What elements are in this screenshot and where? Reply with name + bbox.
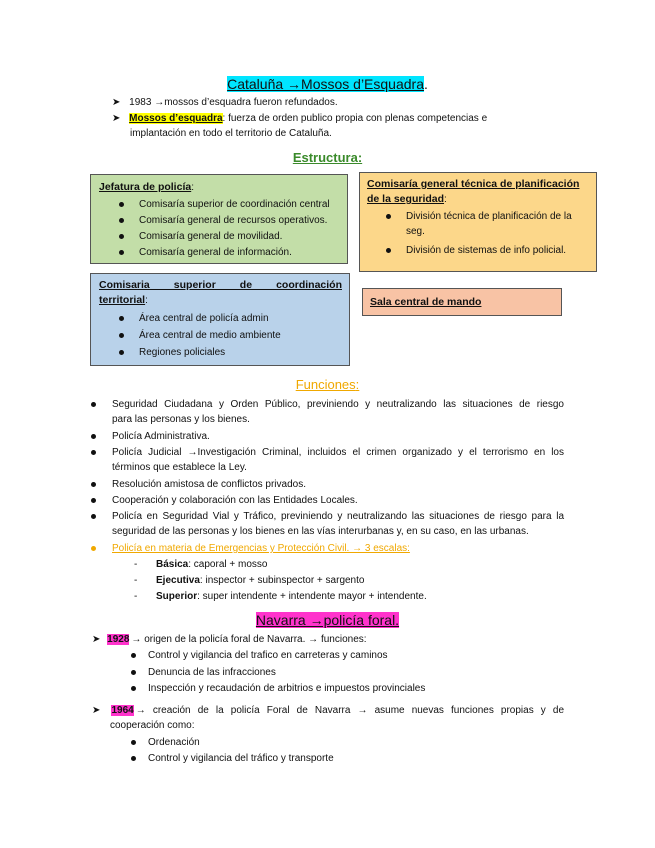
bullet-icon [91, 450, 96, 455]
list-item-text: Área central de medio ambiente [139, 330, 281, 341]
escala-label: Superior [156, 591, 198, 602]
bullet-icon [131, 740, 136, 745]
bullet-icon [119, 350, 124, 355]
list-item [406, 243, 566, 258]
list-item [148, 665, 276, 680]
escala-item [134, 589, 427, 604]
bullet-icon [119, 218, 124, 223]
list-item-text: Comisaría general de movilidad. [139, 231, 283, 242]
bullet-icon [119, 202, 124, 207]
entry-text-cont-text: cooperación como: [110, 720, 195, 731]
entry-text: → origen de la policía foral de Navarra. → funciones: [131, 634, 367, 645]
list-item-cont [112, 460, 247, 475]
navarra-title [0, 612, 655, 628]
bullet-icon [91, 482, 96, 487]
bullet-icon [386, 248, 391, 253]
emergencias-text: Policía en materia de Emergencias y Protección Civil. → 3 escalas: [112, 543, 410, 554]
sala-central-title [370, 295, 481, 310]
list-item [148, 648, 388, 663]
list-item-text: Seguridad Ciudadana y Orden Público, previniendo y neutralizando las situaciones de riesgo [112, 399, 564, 410]
comisaria-territorial-title-2 [99, 293, 148, 308]
bullet-icon [119, 250, 124, 255]
list-item [112, 397, 564, 412]
comisaria-territorial-title-suffix: : [145, 295, 148, 306]
bullet-icon [131, 686, 136, 691]
escala-label: Básica [156, 559, 189, 570]
list-item [112, 477, 306, 492]
comisaria-tecnica-title-text: Comisaría general técnica de planificación [367, 178, 580, 190]
list-item [139, 229, 282, 244]
year-label: 1928 [107, 634, 130, 645]
list-item-text: Cooperación y colaboración con las Entidades Locales. [112, 495, 358, 506]
bullet-icon [119, 316, 124, 321]
cataluna-item-1 [112, 95, 338, 110]
jefatura-title [99, 180, 194, 195]
list-item [112, 493, 358, 508]
list-item [139, 311, 269, 326]
list-item-text: Policía Judicial →Investigación Criminal, incluidos el crimen organizado y el terrorismo en los [112, 447, 564, 458]
arrow-bullet-icon: ➤ [92, 634, 101, 645]
comisaria-territorial-title-text-2: territorial [99, 294, 146, 306]
year-label: 1964 [111, 705, 134, 716]
bullet-icon [91, 402, 96, 407]
list-item [139, 213, 327, 228]
list-item-text: Policía Administrativa. [112, 431, 210, 442]
jefatura-title-suffix: : [191, 182, 194, 193]
list-item-text: Denuncia de las infracciones [148, 667, 276, 678]
bullet-icon [131, 653, 136, 658]
navarra-title-text: Navarra →policía foral. [255, 612, 400, 628]
estructura-heading: Estructura: [292, 150, 363, 165]
list-item-text: División técnica de planificación de la [406, 211, 572, 222]
list-item-text: Control y vigilancia del tráfico y transporte [148, 753, 334, 764]
comisaria-territorial-title-1 [99, 278, 342, 293]
bullet-icon [131, 670, 136, 675]
list-item [139, 245, 292, 260]
list-item-emergencias [112, 541, 410, 556]
funciones-heading-suffix: : [355, 377, 360, 392]
sala-central-title-text: Sala central de mando [370, 296, 482, 308]
comisaria-territorial-title-text: Comisaria superior de coordinación [99, 279, 342, 291]
bullet-icon [91, 546, 96, 551]
jefatura-box [90, 174, 348, 264]
list-item-text: Ordenación [148, 737, 200, 748]
cataluna-title-suffix: . [424, 76, 428, 92]
list-item-text: Comisaría general de recursos operativos. [139, 215, 328, 226]
escala-text: : inspector + subinspector + sargento [199, 575, 365, 586]
list-item-text: Resolución amistosa de conflictos privados. [112, 479, 306, 490]
list-item-cont [406, 224, 425, 239]
comisaria-tecnica-title-2 [367, 192, 447, 207]
jefatura-title-text: Jefatura de policía [99, 181, 192, 193]
list-item [139, 197, 330, 212]
dash-icon: - [134, 575, 138, 586]
list-item [112, 445, 564, 460]
list-item-text: Policía en Seguridad Vial y Tráfico, previniendo y neutralizando las situaciones de riesgo para la [112, 511, 564, 522]
cataluna-item-2-cont [130, 126, 332, 141]
list-item [148, 681, 425, 696]
list-item-text-cont: seg. [406, 226, 425, 237]
list-item-text-cont: seguridad de las personas y los bienes en las vías interurbanas y, en su caso, en las urbanas. [112, 526, 529, 537]
comisaria-tecnica-box [359, 172, 597, 272]
comisaria-tecnica-title-suffix: : [444, 194, 447, 205]
comisaria-tecnica-title-1 [367, 177, 579, 192]
arrow-bullet-icon: ➤ [92, 705, 101, 716]
list-item-cont [112, 524, 529, 539]
funciones-heading [0, 377, 655, 392]
navarra-entry-1964 [92, 703, 564, 718]
funciones-heading-text: Funciones [295, 377, 356, 392]
list-item-cont [112, 412, 250, 427]
cataluna-title-text: Cataluña →Mossos d’Esquadra [227, 76, 424, 92]
list-item [139, 328, 281, 343]
bullet-icon [131, 756, 136, 761]
dash-icon: - [134, 591, 138, 602]
cataluna-item-text: : fuerza de orden publico propia con plenas competencias e [222, 113, 488, 124]
bullet-icon [91, 434, 96, 439]
list-item [139, 345, 225, 360]
list-item-text: Inspección y recaudación de arbitrios e impuestos provinciales [148, 683, 426, 694]
list-item-text: Comisaría superior de coordinación central [139, 199, 330, 210]
cataluna-title [0, 76, 655, 92]
list-item-text: Regiones policiales [139, 347, 226, 358]
list-item [406, 209, 572, 224]
bullet-icon [386, 214, 391, 219]
cataluna-item-2 [112, 111, 564, 126]
bullet-icon [91, 498, 96, 503]
list-item-text-cont: para las personas y los bienes. [112, 414, 250, 425]
comisaria-territorial-box [90, 273, 350, 366]
list-item [148, 735, 200, 750]
list-item [112, 509, 564, 524]
sala-central-box [362, 288, 562, 316]
escala-text: : super intendente + intendente mayor + intendente. [197, 591, 427, 602]
list-item-text: Comisaría general de información. [139, 247, 292, 258]
dash-icon: - [134, 559, 138, 570]
bullet-icon [91, 514, 96, 519]
cataluna-item-text: 1983 →mossos d’esquadra fueron refundados. [129, 97, 338, 108]
entry-text-cont [110, 718, 195, 733]
bullet-icon [119, 333, 124, 338]
comisaria-tecnica-title-text-2: de la seguridad [367, 193, 445, 205]
mossos-label: Mossos d’esquadra [129, 113, 223, 124]
cataluna-item-text-cont: implantación en todo el territorio de Cataluña. [130, 128, 332, 139]
navarra-entry-1928 [92, 632, 367, 647]
escala-label: Ejecutiva [156, 575, 200, 586]
escala-item [134, 573, 365, 588]
list-item [148, 751, 334, 766]
arrow-bullet-icon: ➤ [112, 97, 121, 108]
list-item-text-cont: términos que establece la Ley. [112, 462, 247, 473]
list-item-text: Control y vigilancia del trafico en carreteras y caminos [148, 650, 388, 661]
arrow-bullet-icon: ➤ [112, 113, 121, 124]
list-item-text: División de sistemas de info policial. [406, 245, 567, 256]
bullet-icon [119, 234, 124, 239]
escala-item [134, 557, 268, 572]
list-item-text: Área central de policía admin [139, 313, 269, 324]
list-item [112, 429, 210, 444]
escala-text: : caporal + mosso [188, 559, 268, 570]
entry-text: → creación de la policía Foral de Navarra → asume nuevas funciones propias y de [135, 705, 565, 716]
